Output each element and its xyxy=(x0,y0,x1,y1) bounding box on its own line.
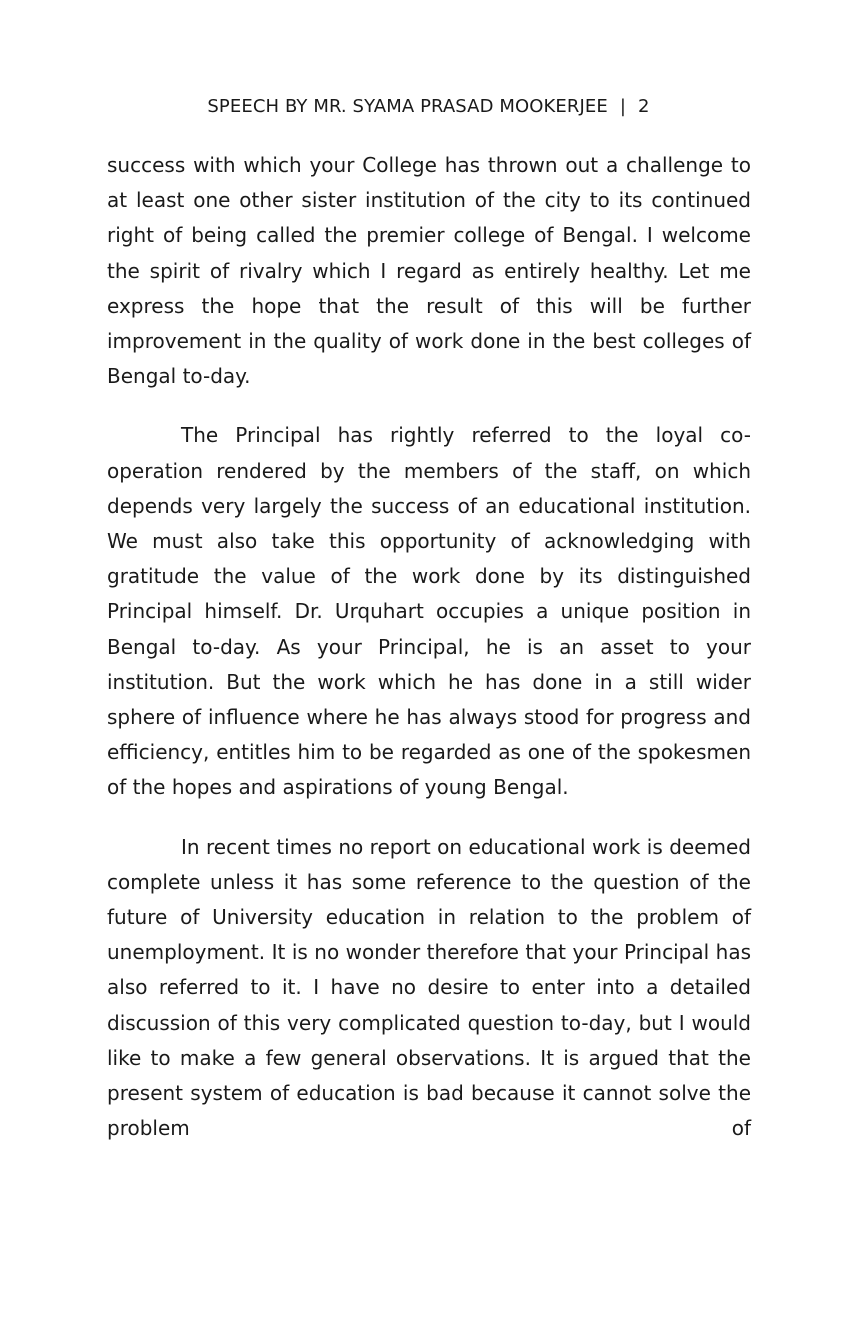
running-header xyxy=(0,96,857,117)
header-title: SPEECH BY MR. SYAMA PRASAD MOOKERJEE xyxy=(207,96,608,117)
paragraph-continued: success with which your College has thrown out a challenge to at least one other sister institution of the city to its continued right of being called the premier college of Bengal. I welcome the spirit of rivalry which I regard as entirely healthy. Let me express the hope that the result of this will be further improvement in the quality of work done in the best colleges of Bengal to-day. xyxy=(107,153,751,389)
paragraph-unemployment: In recent times no report on educational work is deemed complete unless it has some reference to the question of the future of University education in relation to the problem of unemployment. It is no wonder therefore that your Principal has also referred to it. I have no desire to enter into a detailed discussion of this very complicated question to-day, but I would like to make a few general observations. It is argued that the present system of education is bad because it cannot solve the problem of xyxy=(107,834,751,1141)
body-text xyxy=(107,148,751,1170)
page-number: 2 xyxy=(638,96,650,117)
header-separator: | xyxy=(619,96,627,117)
paragraph-principal: The Principal has rightly referred to the loyal co-operation rendered by the members of the staff, on which depends very largely the success of an educational institution. We must also take this opportunity of acknowledging with gratitude the value of the work done by its distinguished Principal himself. Dr. Urquhart occupies a unique position in Bengal to-day. As your Principal, he is an asset to your institution. But the work which he has done in a still wider sphere of influence where he has always stood for progress and efficiency, entitles him to be regarded as one of the spokesmen of the hopes and aspirations of young Bengal. xyxy=(107,423,751,800)
